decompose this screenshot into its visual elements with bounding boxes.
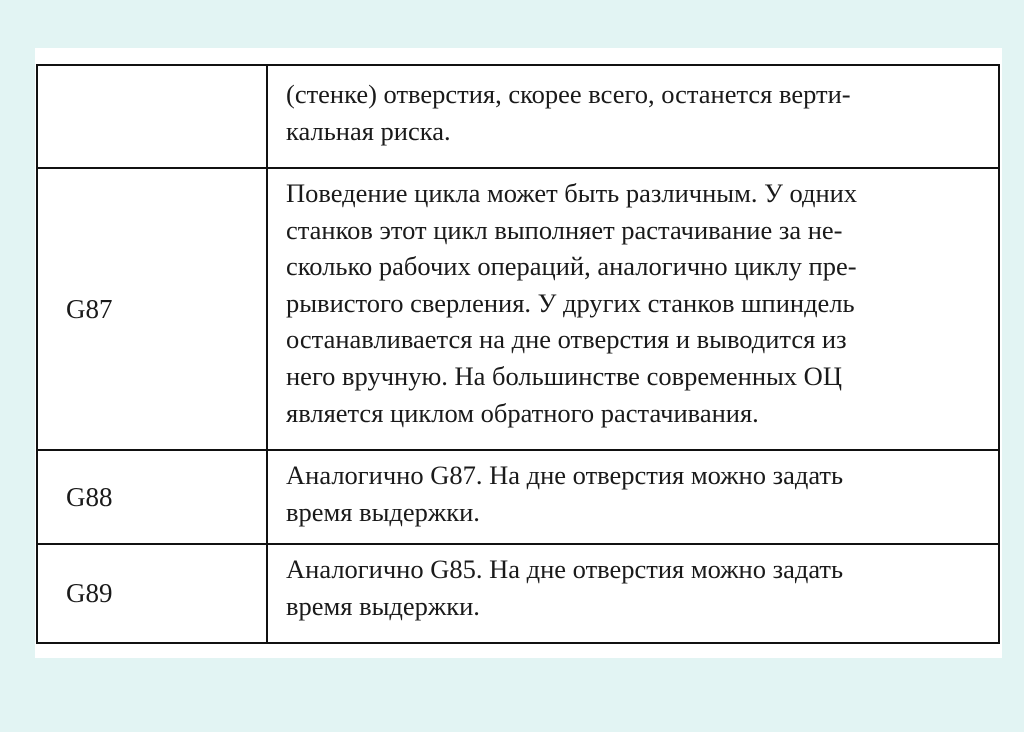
description-line: время выдержки. xyxy=(286,590,480,621)
description-line: является циклом обратного растачивания. xyxy=(286,397,759,428)
code-cell: G87 xyxy=(38,169,268,449)
description-line: кальная риска. xyxy=(286,115,451,146)
gcode-table xyxy=(36,64,1000,644)
description-cell xyxy=(268,66,998,167)
description-cell xyxy=(268,545,998,642)
description-line: останавливается на дне отверстия и выводится из xyxy=(286,324,847,355)
table-row xyxy=(38,66,998,169)
code-cell: G88 xyxy=(38,451,268,543)
description-line: (стенке) отверстия, скорее всего, останется верти- xyxy=(286,79,851,109)
description-line: станков этот цикл выполняет растачивание за не- xyxy=(286,214,843,245)
description-line: него вручную. На большинстве современных ОЦ xyxy=(286,360,842,391)
description-line: Аналогично G87. На дне отверстия можно задать xyxy=(286,460,844,490)
table-row xyxy=(38,545,998,642)
table-row xyxy=(38,169,998,451)
description-line: сколько рабочих операций, аналогично циклу пре- xyxy=(286,251,857,282)
table-row xyxy=(38,451,998,545)
description-line: Поведение цикла может быть различным. У одних xyxy=(286,178,858,208)
description-line: время выдержки. xyxy=(286,496,480,527)
description-cell xyxy=(268,169,998,449)
description-line: Аналогично G85. На дне отверстия можно задать xyxy=(286,554,844,584)
slide-page xyxy=(35,48,1002,658)
description-line: рывистого сверления. У других станков шпиндель xyxy=(286,287,855,318)
code-cell: G89 xyxy=(38,545,268,642)
description-cell xyxy=(268,451,998,543)
code-cell xyxy=(38,66,268,167)
